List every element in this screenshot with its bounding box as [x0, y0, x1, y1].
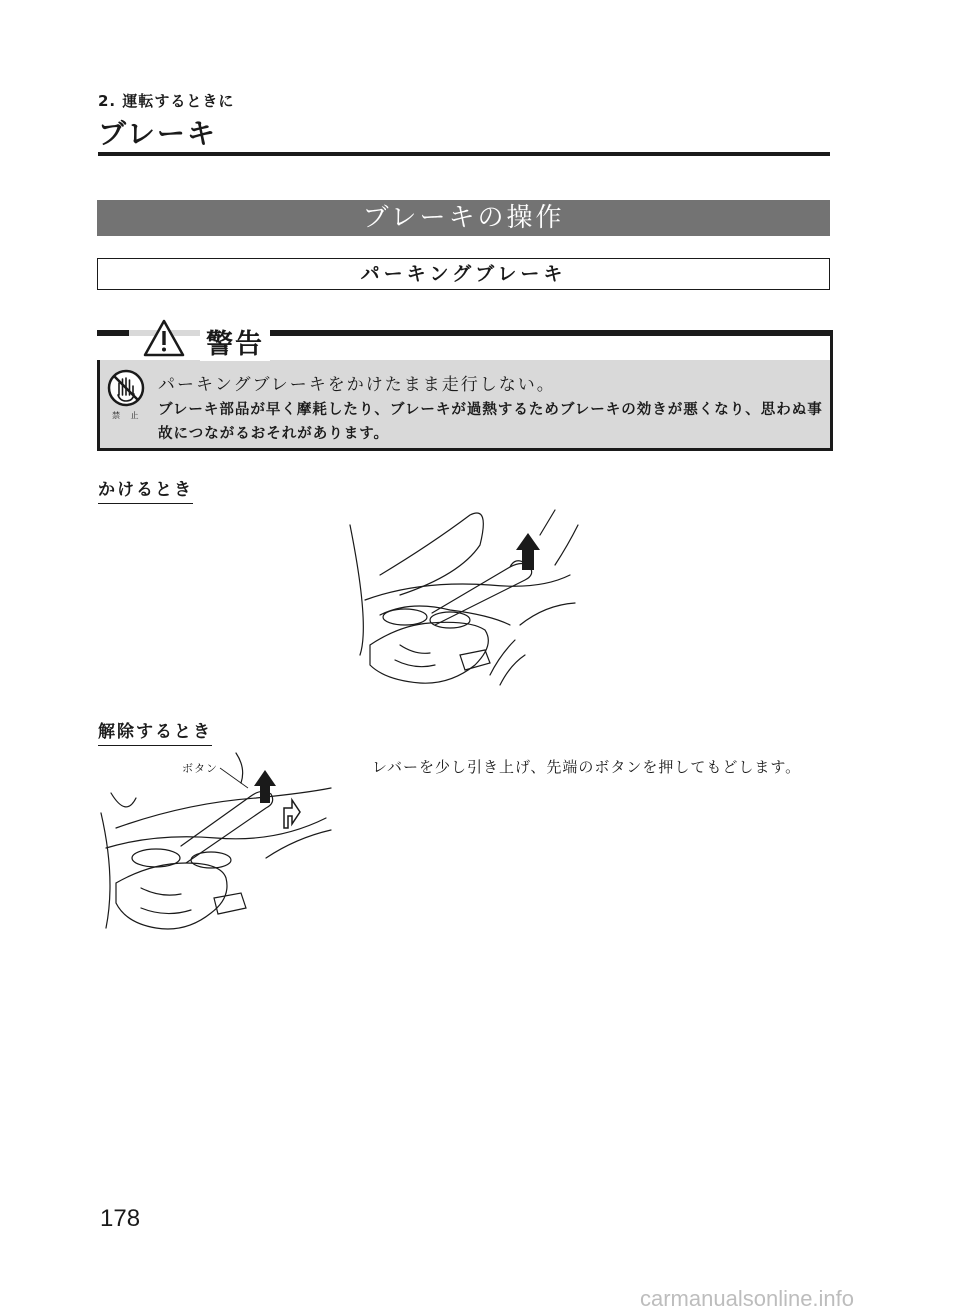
apply-heading: かけるとき — [98, 475, 193, 504]
page-number: 178 — [100, 1205, 141, 1232]
section-rule — [98, 152, 830, 156]
footer-watermark: carmanualsonline.info — [640, 1286, 855, 1311]
button-callout-label: ボタン — [182, 762, 218, 775]
warning-triangle-icon — [142, 318, 186, 358]
subtopic-title: パーキングブレーキ — [97, 258, 830, 290]
parking-brake-release-illustration — [96, 748, 336, 938]
release-heading: 解除するとき — [98, 717, 212, 746]
prohibit-hand-icon — [106, 368, 146, 410]
section-title: ブレーキ — [98, 117, 217, 150]
warning-top-border-left — [97, 330, 129, 336]
topic-title-bar: ブレーキの操作 — [97, 200, 830, 236]
warning-title: 警告 — [200, 322, 270, 361]
release-instruction-text: レバーを少し引き上げ、先端のボタンを押してもどします。 — [372, 758, 802, 776]
warning-top-border-right — [268, 330, 830, 336]
chapter-label: 2. 運転するときに — [98, 92, 235, 110]
warning-lead-text: パーキングブレーキをかけたまま走行しない。 — [158, 375, 556, 395]
warning-detail-text: ブレーキ部品が早く摩耗したり、ブレーキが過熱するためブレーキの効きが悪くなり、思わぬ事故につながるおそれがあります。 — [158, 402, 823, 442]
parking-brake-apply-illustration — [340, 505, 580, 690]
prohibit-label: 禁 止 — [112, 411, 143, 420]
